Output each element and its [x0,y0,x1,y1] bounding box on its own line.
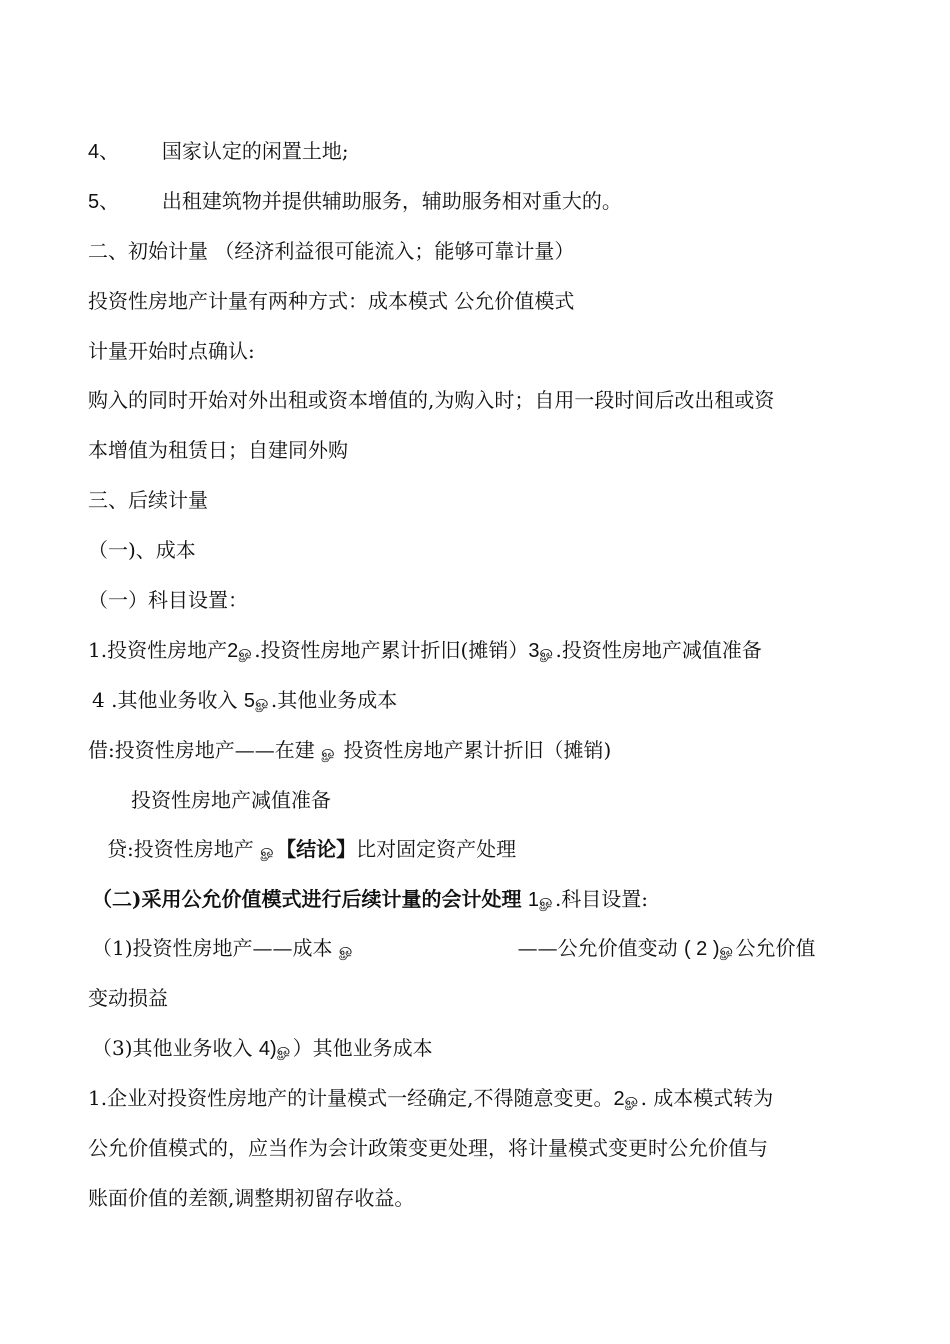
paragraph-purchase-line1: 购入的同时开始对外出租或资本增值的,为购入时；自用一段时间后改出租或资 [88,388,775,412]
rule-paragraph-line2: 公允价值模式的，应当作为会计政策变更处理，将计量模式变更时公允价值与 [88,1136,768,1160]
journal-text: 比对固定资产处理 [356,837,517,861]
accounts-list-line2 [92,686,882,716]
account-text: .其他业务成本 [270,688,398,712]
item-number: 5、 [88,191,120,213]
glyph-mark: ௐ [538,891,555,910]
account-text: ）其他业务成本 [292,1036,433,1060]
account-text: 4 .其他业务收入 [92,688,238,712]
journal-text: 借:投资性房地产——在建 [88,738,315,762]
item-number: ( 2 ) [683,938,720,960]
paragraph-purchase-line2: 本增值为租赁日；自建同外购 [88,438,348,462]
account-number: 3 [528,640,540,662]
journal-text: 投资性房地产累计折旧（摊销) [343,738,612,762]
item-number: 4) [258,1038,277,1060]
accounts-list-line1 [88,636,878,666]
section-heading-subsequent-measurement: 三、后续计量 [88,488,208,512]
journal-credit-line [107,835,897,865]
list-item-5 [88,187,878,216]
item-number: 2 [613,1088,625,1110]
item-number: 1 [527,889,539,911]
glyph-mark: ௐ [276,1040,293,1059]
subheading-fair-value [92,885,882,915]
glyph-mark: ௐ [254,692,271,711]
account-text: ——公允价值变动 [517,936,678,960]
rule-text: 1.企业对投资性房地产的计量模式一经确定,不得随意变更。 [88,1086,614,1110]
glyph-mark: ௐ [321,742,338,761]
account-text: 1.投资性房地产 [88,638,228,662]
paragraph-measurement-modes: 投资性房地产计量有两种方式：成本模式 公允价值模式 [88,289,575,313]
account-number: 2 [227,640,239,662]
rule-paragraph-line3: 账面价值的差额,调整期初留存收益。 [88,1186,415,1210]
subheading-account-setup: （一）科目设置： [88,588,248,612]
rule-paragraph-line1 [88,1084,878,1114]
journal-debit-line [88,736,878,766]
fair-value-accounts-line2: 变动损益 [88,986,168,1010]
section-heading-initial-measurement: 二、初始计量 （经济利益很可能流入；能够可靠计量） [88,239,575,263]
account-text: 公允价值 [735,936,816,960]
glyph-mark: ௐ [260,841,277,860]
subheading-cost: （一)、成本 [88,538,196,562]
account-text: .投资性房地产减值准备 [555,638,762,662]
journal-text: 贷:投资性房地产 [107,837,254,861]
item-text: 国家认定的闲置土地; [161,139,349,163]
journal-debit-impairment: 投资性房地产减值准备 [131,788,331,812]
glyph-mark: ௐ [338,940,355,959]
glyph-mark: ௐ [238,642,255,661]
paragraph-start-point: 计量开始时点确认: [88,339,255,363]
account-text: （3)其他业务收入 [92,1036,253,1060]
glyph-mark: ௐ [719,940,736,959]
fair-value-accounts-line1 [92,934,882,964]
fair-value-heading: （二)采用公允价值模式进行后续计量的会计处理 [92,887,522,911]
heading-text: .科目设置: [554,887,649,911]
item-number: 4、 [88,141,120,163]
account-text: （1)投资性房地产——成本 [92,936,333,960]
account-text: .投资性房地产累计折旧(摊销） [254,638,529,662]
list-item-4 [88,137,878,166]
glyph-mark: ௐ [539,642,556,661]
glyph-mark: ௐ [624,1090,641,1109]
fair-value-accounts-line3 [92,1034,882,1064]
item-text: 出租建筑物并提供辅助服务，辅助服务相对重大的。 [161,189,622,213]
conclusion-label: 【结论】 [276,837,357,861]
account-number: 5 [243,690,255,712]
rule-text: . 成本模式转为 [640,1086,774,1110]
